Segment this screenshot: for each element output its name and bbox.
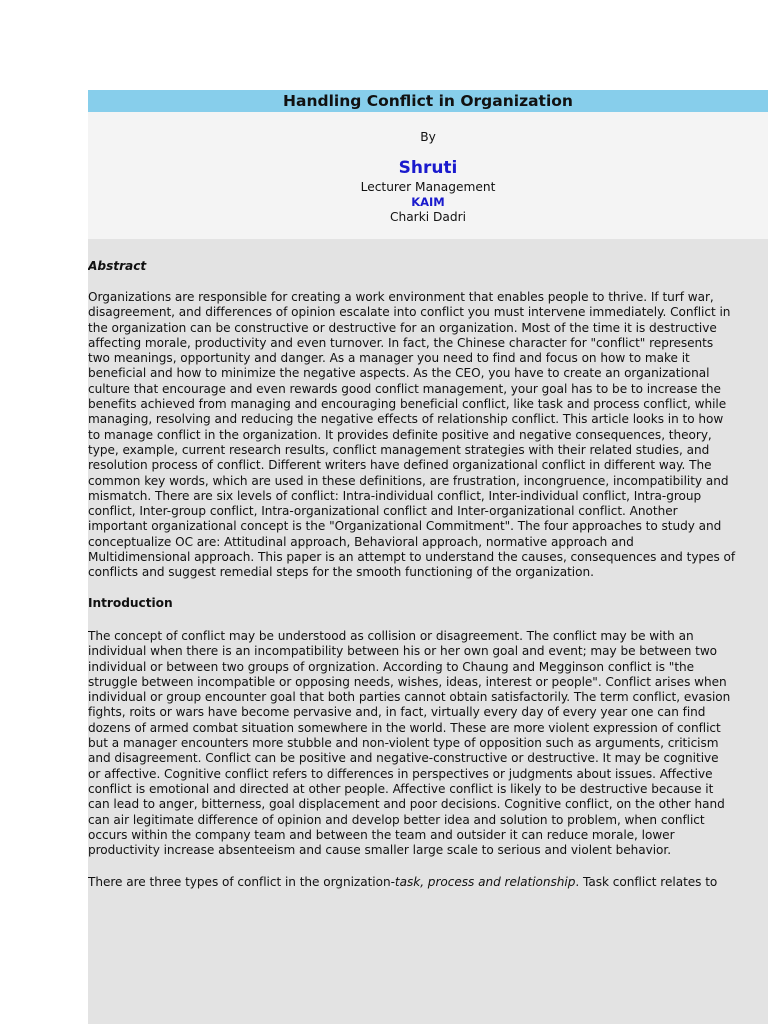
paragraph-line: or affective. Cognitive conflict refers to differences in perspectives or judgments about issues. Affective (88, 766, 713, 781)
paragraph-line: individual or between two groups of orgnization. According to Chaung and Megginson conflict is "the (88, 659, 695, 674)
paragraph-line: and disagreement. Conflict can be positive and negative-constructive or destructive. It may be cognitive (88, 751, 719, 766)
paragraph-line: Organizations are responsible for creating a work environment that enables people to thrive. If turf war, (88, 290, 714, 304)
paragraph-line: conceptualize OC are: Attitudinal approach, Behavioral approach, normative approach and (88, 534, 634, 549)
author-institution: KAIM (411, 195, 445, 209)
types-intro-text: There are three types of conflict in the orgnization- (88, 875, 395, 889)
paragraph-line: individual or group encounter goal that both parties cannot obtain satisfactorily. The term conflict, evasion (88, 690, 731, 705)
paragraph-line: disagreement, and differences of opinion escalate into conflict you must intervene immediately. Conflict in (88, 305, 731, 320)
paragraph-line: important organizational concept is the "Organizational Commitment". The four approaches to study and (88, 519, 722, 534)
paragraph-line: fights, roits or wars have become pervasive and, in fact, virtually every day of every year one can find (88, 705, 706, 720)
paragraph-line: beneficial and how to minimize the negative aspects. As the CEO, you have to create an organizational (88, 366, 710, 381)
paragraph-line: dozens of armed combat situation somewhere in the world. These are more violent expression of conflict (88, 720, 721, 735)
paragraph-line: benefits achieved from managing and encouraging beneficial conflict, like task and process conflict, while (88, 397, 727, 412)
introduction-heading: Introduction (88, 596, 173, 610)
conflict-types-paragraph (88, 875, 768, 890)
author-role: Lecturer Management (360, 180, 496, 194)
paragraph-line: struggle between incompatible or opposing needs, wishes, ideas, interest or people". Conflict arises when (88, 674, 727, 689)
abstract-heading: Abstract (88, 259, 147, 273)
paragraph-line (88, 875, 768, 890)
paragraph-line: but a manager encounters more stubble and non-violent type of opposition such as arguments, criticism (88, 736, 719, 751)
author-block (88, 112, 768, 239)
article-body (88, 239, 768, 1024)
paragraph-line: can air legitimate difference of opinion and develop better idea and solution to problem, when conflict (88, 812, 705, 827)
paragraph-line: affecting morale, productivity and even turnover. In fact, the Chinese character for "conflict" represents (88, 335, 714, 350)
paragraph-line: The concept of conflict may be understood as collision or disagreement. The conflict may be with an (88, 629, 694, 643)
paragraph-line: mismatch. There are six levels of conflict: Intra-individual conflict, Inter-individual conflict, Intra-group (88, 488, 702, 503)
author-location: Charki Dadri (389, 210, 467, 224)
types-italic-text: task, process and relationship (394, 875, 576, 889)
paragraph-line: conflict, Inter-group conflict, Intra-organizational conflict and Inter-organizational conflict. Another (88, 504, 678, 519)
paragraph-line: productivity increase absenteeism and cause smaller large scale to serious and violent behavior. (88, 843, 672, 858)
paragraph-line: type, example, current research results, conflict management strategies with their related studies, and (88, 442, 710, 457)
types-rest-text: . Task conflict relates to (575, 875, 718, 889)
paragraph-line: culture that encourage and even rewards good conflict management, your goal has to be to increase the (88, 381, 721, 396)
paragraph-line: conflicts and suggest remedial steps for the smooth functioning of the organization. (88, 565, 594, 580)
introduction-paragraph (88, 629, 768, 858)
paragraph-line: managing, resolving and reducing the negative effects of relationship conflict. This article looks in to how (88, 412, 724, 427)
paragraph-line: conflict is emotional and directed at other people. Affective conflict is likely to be destructive because it (88, 781, 714, 796)
paragraph-line: the organization can be constructive or destructive for an organization. Most of the time it is destructive (88, 320, 717, 335)
paragraph-line: Multidimensional approach. This paper is an attempt to understand the causes, consequences and types of (88, 550, 736, 565)
author-name: Shruti (398, 158, 458, 178)
paragraph-line: to manage conflict in the organization. It provides definite positive and negative consequences, theory, (88, 427, 712, 442)
abstract-paragraph (88, 290, 768, 581)
paragraph-line: occurs within the company team and between the team and outsider it can reduce morale, lower (88, 827, 675, 842)
paragraph-line: two meanings, opportunity and danger. As a manager you need to find and focus on how to make it (88, 351, 690, 366)
byline: By (420, 130, 436, 144)
document-title: Handling Conflict in Organization (88, 90, 768, 112)
paragraph-line: individual when there is an incompatibility between his or her own goal and event; may be between two (88, 644, 718, 659)
paragraph-line: can lead to anger, bitterness, goal displacement and poor decisions. Cognitive conflict, on the other hand (88, 797, 725, 812)
paragraph-line: resolution process of conflict. Different writers have defined organizational conflict in different way. The (88, 458, 712, 473)
paragraph-line: common key words, which are used in these definitions, are frustration, incongruence, incompatibility and (88, 473, 729, 488)
